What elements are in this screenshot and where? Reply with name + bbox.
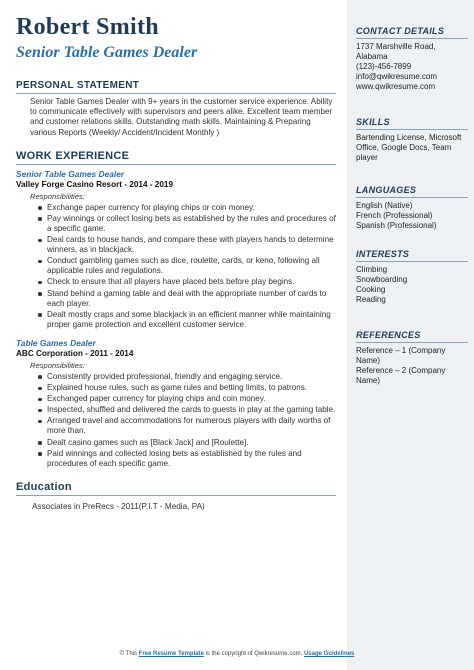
sidebar-heading-contact: CONTACT DETAILS	[356, 26, 445, 36]
responsibilities-list	[38, 372, 336, 469]
free-resume-template-link[interactable]: Free Resume Template	[138, 651, 204, 657]
sidebar-heading-languages: LANGUAGES	[356, 185, 417, 195]
footer-prefix: © This	[119, 651, 139, 657]
references-section	[356, 330, 468, 386]
contact-section	[356, 26, 468, 92]
reference-item: Reference – 2 (Company Name)	[356, 366, 446, 385]
section-heading-experience: WORK EXPERIENCE	[16, 149, 130, 162]
list-item: Pay winnings or collect losing bets as established by the rules and procedures of a specific game.	[38, 214, 336, 234]
divider	[16, 495, 336, 496]
job-company-dates: Valley Forge Casino Resort - 2014 - 2019	[16, 179, 173, 189]
list-item: Deal cards to house hands, and compare these with players hands to determine winners, as in blackjack.	[38, 235, 336, 255]
statement-text: Senior Table Games Dealer with 9+ years in the customer service experience. Ability to communicate effectively with supervisors and peers alike. Excellent team member and customer relations skills. Outstanding math skills. Maintaining & Preparing various Reports (Weekly/ Accident/Incident Monthly )	[30, 97, 333, 137]
education-section	[16, 481, 336, 511]
list-item: Arranged travel and accommodations for numerous players with daily worths of more than.	[38, 416, 336, 436]
divider	[356, 38, 468, 39]
divider	[356, 129, 468, 130]
divider	[356, 342, 468, 343]
divider	[16, 164, 336, 165]
list-item: Exchanged paper currency for playing chips and coin money.	[38, 394, 336, 404]
sidebar	[347, 0, 474, 670]
list-item: Dealt casino games such as [Black Jack] and [Roulette].	[38, 438, 336, 448]
list-item: Check to ensure that all players have placed bets before play begins.	[38, 277, 336, 287]
sidebar-heading-references: REFERENCES	[356, 330, 421, 340]
contact-phone: (123)-456-7899	[356, 62, 412, 71]
list-item: Explained house rules, such as game rules and betting limits, to patrons.	[38, 383, 336, 393]
interest-item: Snowboarding	[356, 275, 408, 284]
interests-section	[356, 249, 468, 305]
divider	[356, 197, 468, 198]
language-item: Spanish (Professional)	[356, 221, 437, 230]
education-entry: Associates in PreRecs - 2011(P.I.T - Media, PA)	[32, 501, 205, 511]
contact-email[interactable]: info@qwikresume.com	[356, 72, 438, 81]
interest-item: Climbing	[356, 265, 388, 274]
usage-guidelines-link[interactable]: Usage Guidelines	[303, 651, 355, 657]
footer-copyright: is the copyright of Qwikresume.com.	[203, 651, 304, 657]
section-heading-education: Education	[16, 480, 72, 493]
work-experience-section	[16, 150, 336, 469]
main-column	[16, 14, 336, 511]
job-entry	[16, 338, 336, 469]
interest-item: Reading	[356, 295, 386, 304]
reference-item: Reference – 1 (Company Name)	[356, 346, 446, 365]
responsibilities-label: Responsibilities:	[30, 360, 85, 370]
languages-section	[356, 185, 468, 231]
list-item: Paid winnings and collected losing bets as established by the rules and procedures of each specific game.	[38, 449, 336, 469]
personal-statement-section	[16, 80, 336, 138]
job-entry	[16, 169, 336, 330]
responsibilities-label: Responsibilities:	[30, 191, 85, 201]
responsibilities-list	[38, 203, 336, 330]
divider	[16, 93, 336, 94]
list-item: Exchange paper currency for playing chips or coin money.	[38, 203, 336, 213]
job-title: Table Games Dealer	[16, 337, 96, 348]
sidebar-heading-skills: SKILLS	[356, 117, 390, 127]
candidate-name: Robert Smith	[16, 14, 159, 40]
job-title: Senior Table Games Dealer	[16, 168, 125, 179]
candidate-title: Senior Table Games Dealer	[16, 44, 198, 61]
list-item: Conduct gambling games such as dice, roulette, cards, or keno, following all applicable rules and regulations.	[38, 256, 336, 276]
list-item: Consistently provided professional, friendly and engaging service.	[38, 372, 336, 382]
interest-item: Cooking	[356, 285, 386, 294]
footer	[0, 651, 474, 657]
job-company-dates: ABC Corporation - 2011 - 2014	[16, 348, 134, 358]
skills-section	[356, 117, 468, 163]
language-item: English (Native)	[356, 201, 413, 210]
sidebar-heading-interests: INTERESTS	[356, 249, 410, 259]
contact-website[interactable]: www.qwikresume.com	[356, 82, 436, 91]
list-item: Inspected, shuffled and delivered the cards to guests in play at the gaming table.	[38, 405, 336, 415]
skills-text: Bartending License, Microsoft Office, Google Docs, Team player	[356, 133, 462, 162]
language-item: French (Professional)	[356, 211, 433, 220]
section-heading-statement: PERSONAL STATEMENT	[16, 80, 140, 91]
list-item: Stand behind a gaming table and deal with the appropriate number of cards to each player.	[38, 289, 336, 309]
list-item: Dealt mostly craps and some blackjack in an efficient manner while maintaining proper game protection and excellent customer service.	[38, 310, 336, 330]
divider	[356, 261, 468, 262]
contact-address: 1737 Marshville Road, Alabama	[356, 42, 436, 61]
